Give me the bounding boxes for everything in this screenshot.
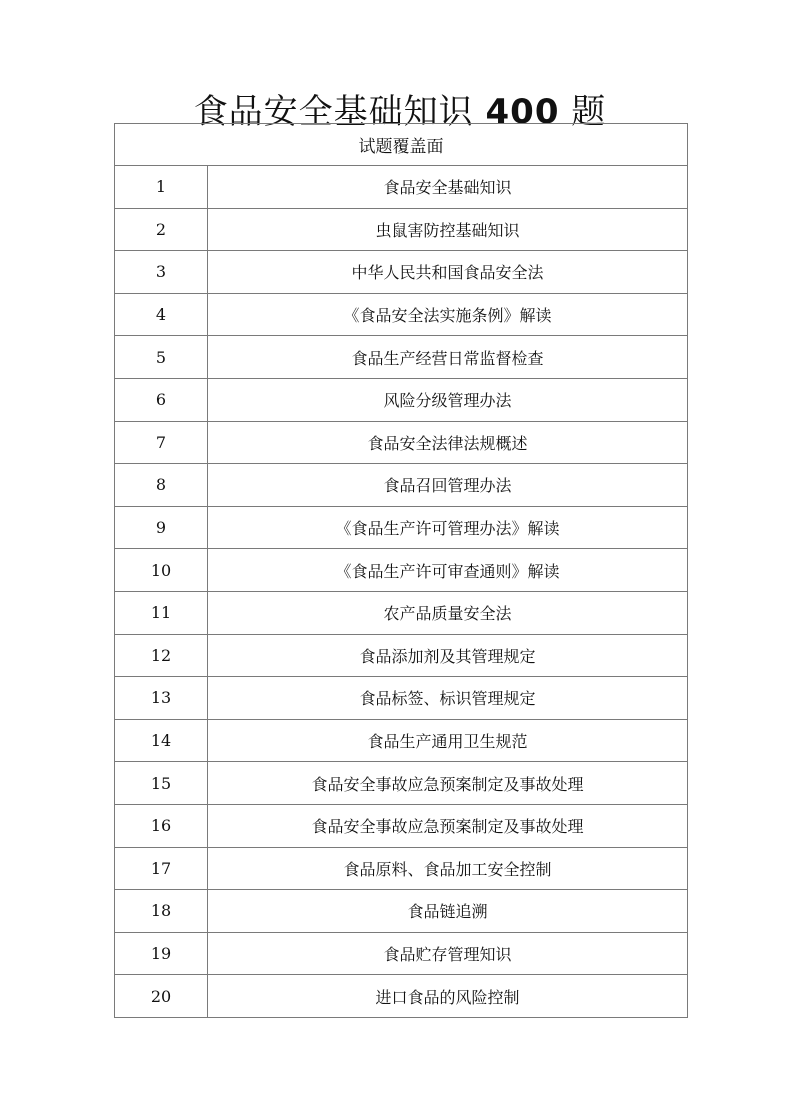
table-row — [115, 251, 688, 294]
row-topic: 《食品安全法实施条例》解读 — [208, 293, 688, 336]
row-number: 4 — [115, 293, 208, 336]
coverage-table — [114, 123, 688, 1018]
row-topic: 进口食品的风险控制 — [208, 975, 688, 1018]
row-topic: 食品标签、标识管理规定 — [208, 677, 688, 720]
table-row — [115, 719, 688, 762]
table-row — [115, 421, 688, 464]
table-row — [115, 293, 688, 336]
row-number: 14 — [115, 719, 208, 762]
row-topic: 食品链追溯 — [208, 890, 688, 933]
row-topic: 食品召回管理办法 — [208, 464, 688, 507]
row-number: 3 — [115, 251, 208, 294]
row-number: 6 — [115, 378, 208, 421]
table-row — [115, 975, 688, 1018]
table-row — [115, 506, 688, 549]
row-number: 13 — [115, 677, 208, 720]
table-header-row — [115, 124, 688, 166]
title-suffix: 题 — [571, 91, 607, 132]
row-topic: 食品安全法律法规概述 — [208, 421, 688, 464]
table-row — [115, 378, 688, 421]
row-number: 1 — [115, 166, 208, 209]
table-row — [115, 762, 688, 805]
row-number: 10 — [115, 549, 208, 592]
row-number: 18 — [115, 890, 208, 933]
row-number: 20 — [115, 975, 208, 1018]
row-topic: 食品生产经营日常监督检查 — [208, 336, 688, 379]
row-number: 17 — [115, 847, 208, 890]
row-topic: 风险分级管理办法 — [208, 378, 688, 421]
table-row — [115, 804, 688, 847]
table-row — [115, 464, 688, 507]
row-number: 11 — [115, 591, 208, 634]
row-number: 2 — [115, 208, 208, 251]
table-row — [115, 932, 688, 975]
title-text: 食品安全基础知识 — [193, 91, 474, 132]
table-row — [115, 847, 688, 890]
table-row — [115, 549, 688, 592]
table-header: 试题覆盖面 — [115, 124, 688, 166]
table-row — [115, 166, 688, 209]
row-topic: 中华人民共和国食品安全法 — [208, 251, 688, 294]
row-topic: 《食品生产许可管理办法》解读 — [208, 506, 688, 549]
row-number: 12 — [115, 634, 208, 677]
row-topic: 虫鼠害防控基础知识 — [208, 208, 688, 251]
row-number: 5 — [115, 336, 208, 379]
row-topic: 食品安全事故应急预案制定及事故处理 — [208, 804, 688, 847]
table-row — [115, 591, 688, 634]
table-row — [115, 336, 688, 379]
table-row — [115, 208, 688, 251]
title-number: 400 — [485, 91, 560, 132]
row-topic: 食品安全基础知识 — [208, 166, 688, 209]
table-row — [115, 677, 688, 720]
table-body — [115, 166, 688, 1018]
row-number: 19 — [115, 932, 208, 975]
row-number: 15 — [115, 762, 208, 805]
row-topic: 食品生产通用卫生规范 — [208, 719, 688, 762]
row-number: 9 — [115, 506, 208, 549]
table-row — [115, 890, 688, 933]
row-number: 7 — [115, 421, 208, 464]
row-number: 16 — [115, 804, 208, 847]
row-topic: 食品安全事故应急预案制定及事故处理 — [208, 762, 688, 805]
table-row — [115, 634, 688, 677]
row-topic: 食品添加剂及其管理规定 — [208, 634, 688, 677]
row-topic: 食品原料、食品加工安全控制 — [208, 847, 688, 890]
row-topic: 《食品生产许可审查通则》解读 — [208, 549, 688, 592]
row-topic: 食品贮存管理知识 — [208, 932, 688, 975]
row-number: 8 — [115, 464, 208, 507]
row-topic: 农产品质量安全法 — [208, 591, 688, 634]
